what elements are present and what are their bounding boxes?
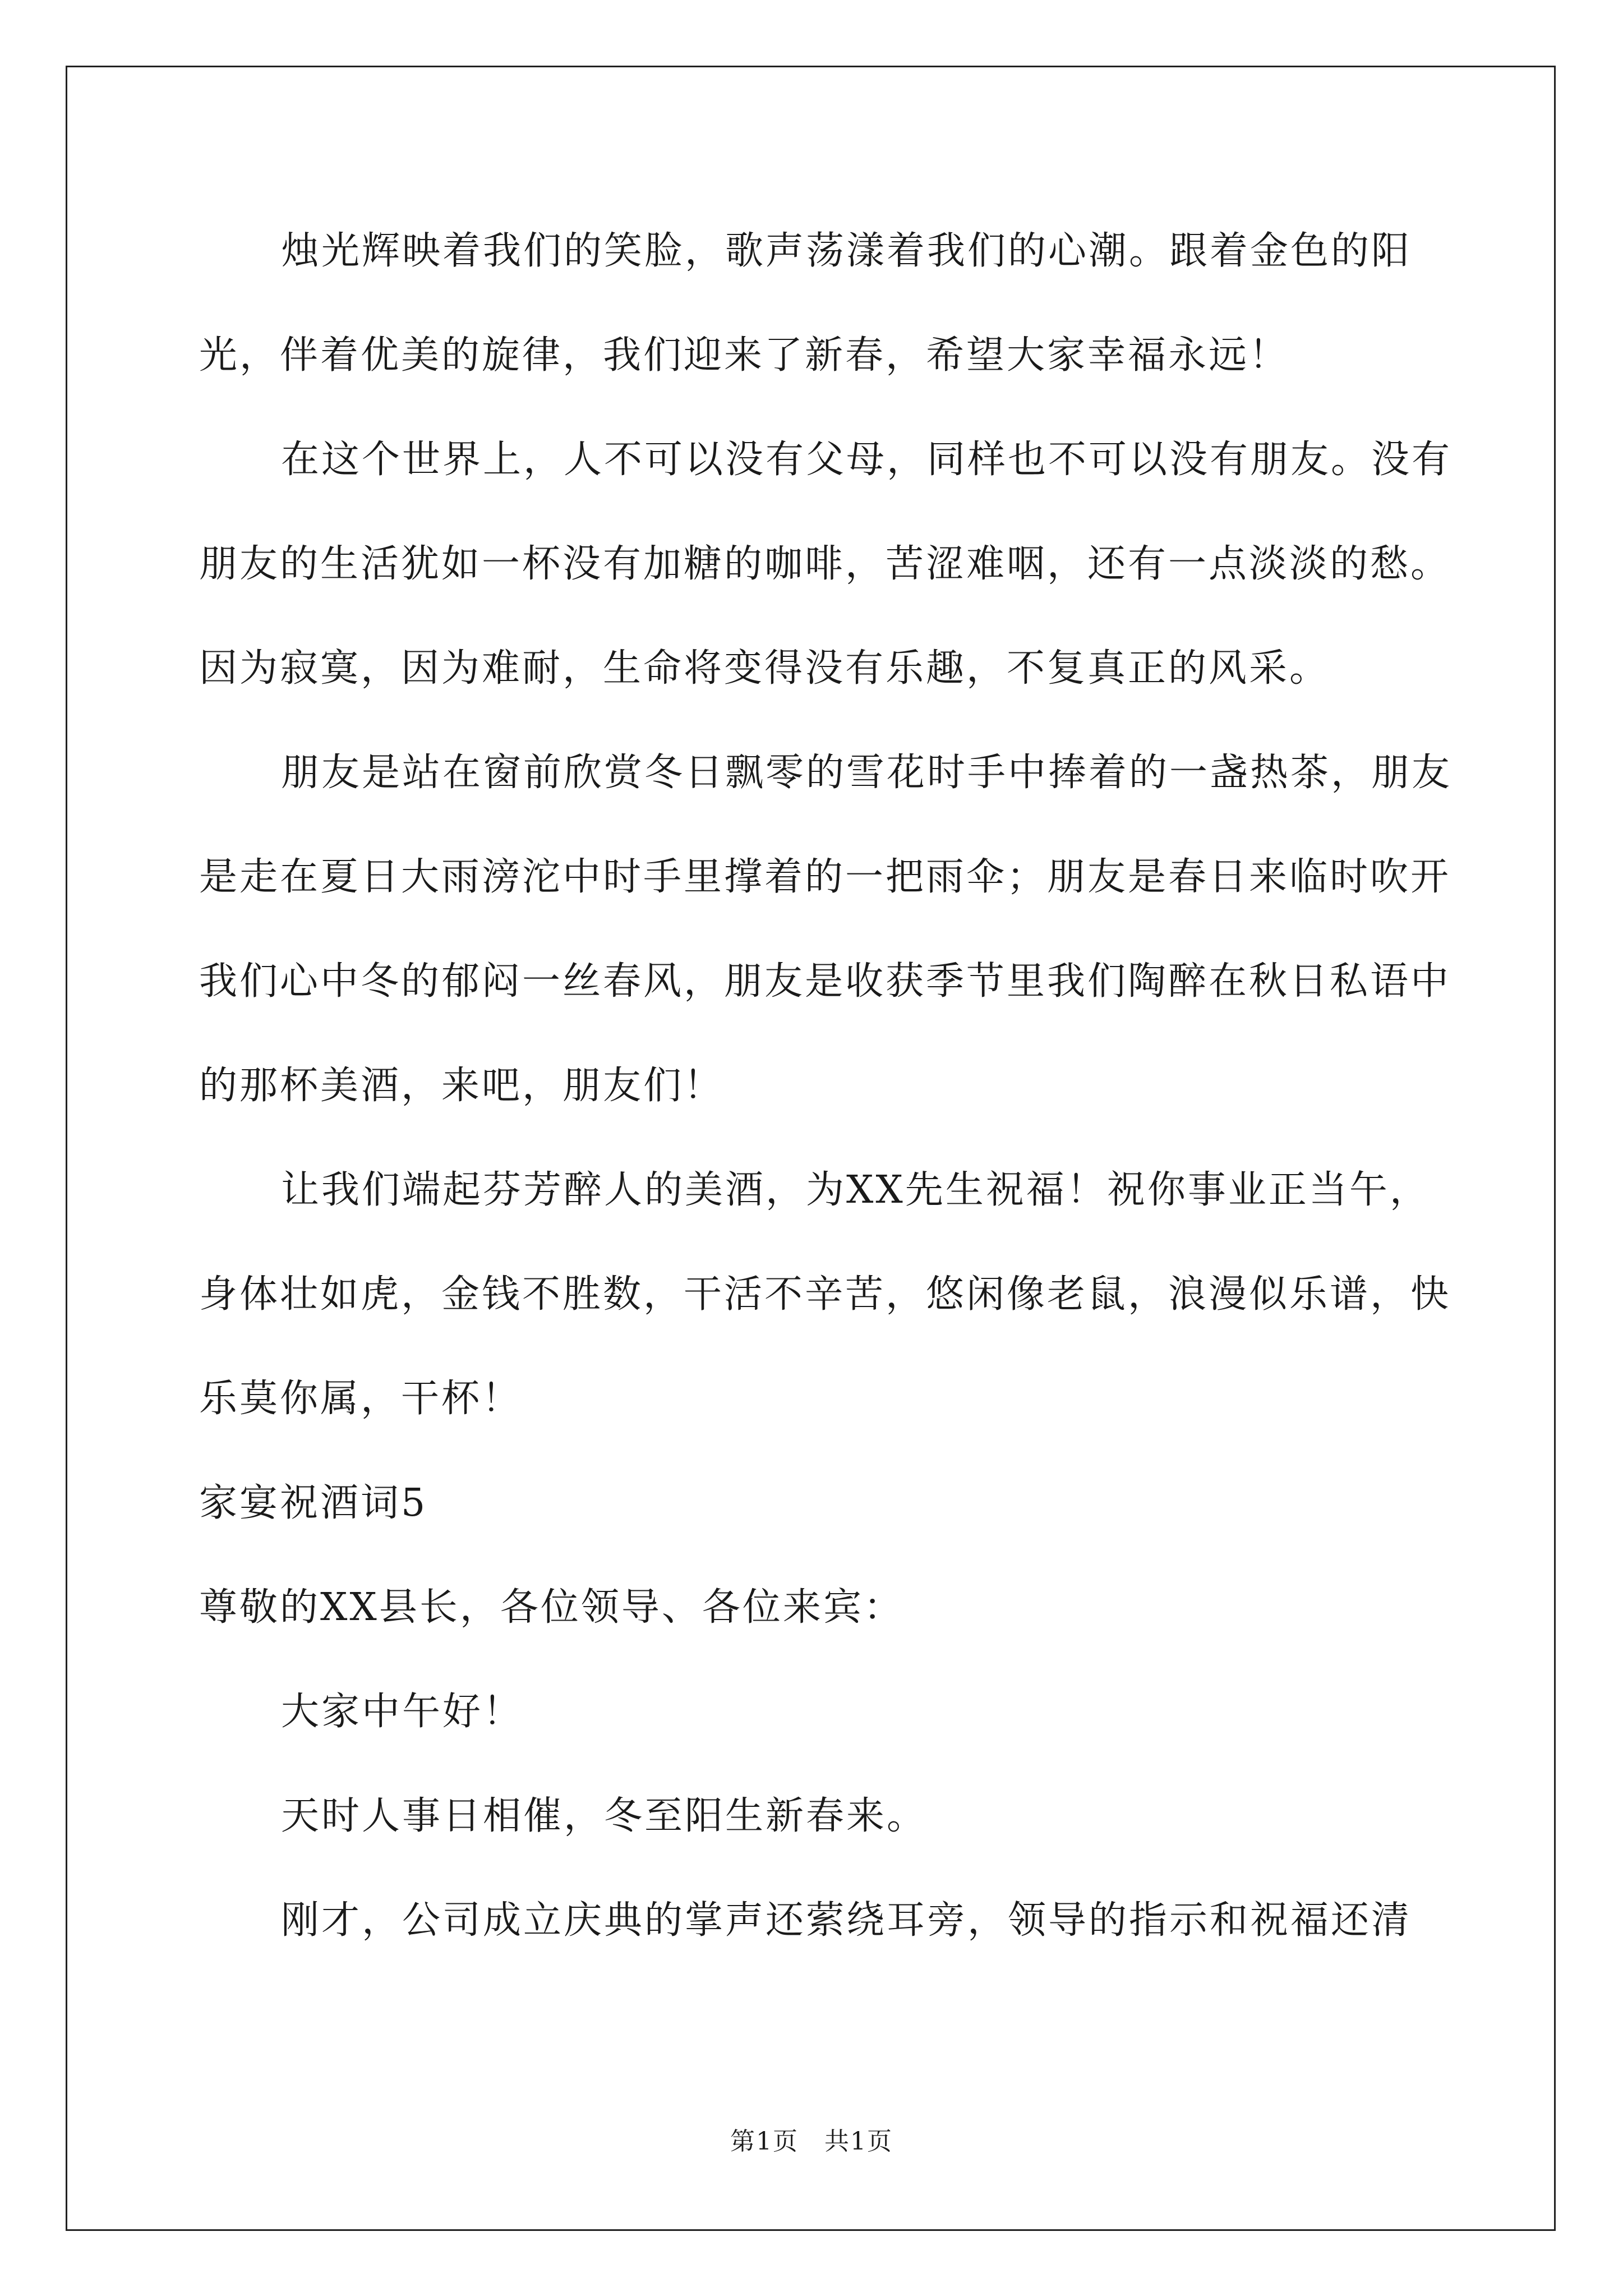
paragraph-ceremony: 刚才，公司成立庆典的掌声还萦绕耳旁，领导的指示和祝福还清	[281, 1898, 1412, 1943]
paragraph-friends-world: 在这个世界上，人不可以没有父母，同样也不可以没有朋友。没有朋友的生活犹如一杯没有加糖的咖啡，苦涩难咽，还有一点淡淡的愁。因为寂寞，因为难耐，生命将变得没有乐趣，不复真正的风采。	[199, 438, 1453, 691]
paragraph-candlelight: 烛光辉映着我们的笑脸，歌声荡漾着我们的心潮。跟着金色的阳光，伴着优美的旋律，我们迎来了新春，希望大家幸福永远！	[199, 229, 1412, 378]
page-number-footer: 第1页 共1页	[730, 2127, 893, 2156]
section-heading: 家宴祝酒词5	[199, 1481, 428, 1525]
paragraph-friends-seasons: 朋友是站在窗前欣赏冬日飘零的雪花时手中捧着的一盏热茶，朋友是走在夏日大雨滂沱中时手里撑着的一把雨伞；朋友是春日来临时吹开我们心中冬的郁闷一丝春风，朋友是收获季节里我们陶醉在秋日私语中的那杯美酒，来吧，朋友们！	[199, 751, 1453, 1108]
paragraph-spring: 天时人事日相催，冬至阳生新春来。	[281, 1794, 928, 1838]
paragraph-toast: 让我们端起芬芳醉人的美酒，为XX先生祝福！祝你事业正当午，身体壮如虎，金钱不胜数，干活不辛苦，悠闲像老鼠，浪漫似乐谱，快乐莫你属，干杯！	[199, 1168, 1451, 1421]
salutation: 尊敬的XX县长，各位领导、各位来宾：	[199, 1585, 904, 1630]
document-body	[199, 199, 1455, 1973]
greeting: 大家中午好！	[281, 1690, 524, 1734]
